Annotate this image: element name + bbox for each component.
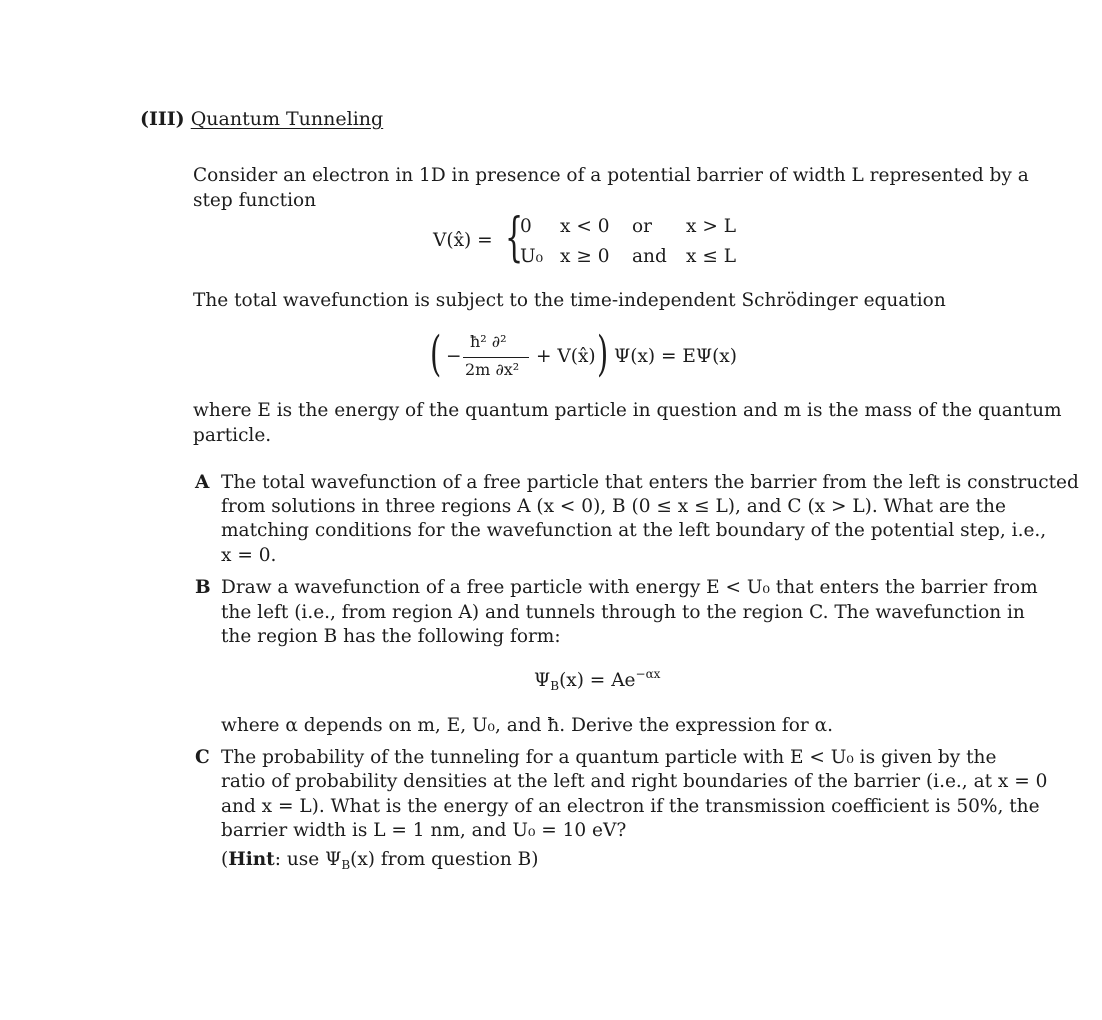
psi-subscript: B [550, 679, 560, 693]
item-c-line-3: and x = L). What is the energy of an electron if the transmission coefficient is 50%, the [221, 796, 1040, 817]
fraction-bar [463, 357, 529, 358]
potential-row2-cond2: x ≤ L [686, 246, 736, 267]
hint-tail: (x) from question B) [350, 849, 539, 870]
equation-exponent: −αx [635, 667, 661, 681]
left-paren: ( [430, 326, 442, 382]
potential-row2-cond1: x ≥ 0 [560, 246, 610, 267]
where-line-1: where E is the energy of the quantum particle in question and m is the mass of the quantum [193, 400, 1062, 421]
potential-term: + V(x̂) [536, 346, 596, 367]
item-a-label: A [195, 472, 210, 493]
intro-line-2: step function [193, 190, 317, 211]
item-c-line-1: The probability of the tunneling for a quantum particle with E < U₀ is given by the [221, 747, 997, 768]
left-brace: { [505, 208, 524, 268]
section-number: (III) [140, 108, 185, 130]
potential-row2-value: U₀ [520, 246, 544, 267]
minus-sign: − [446, 346, 462, 367]
potential-row1-value: 0 [520, 216, 532, 237]
section-heading [140, 108, 383, 130]
item-a-line-1: The total wavefunction of a free particle that enters the barrier from the left is constructed [221, 472, 1079, 493]
equation-middle: (x) = Ae [559, 670, 636, 691]
schrodinger-rhs: Ψ(x) = EΨ(x) [614, 346, 737, 367]
right-paren: ) [597, 326, 609, 382]
item-a-line-4: x = 0. [221, 545, 277, 566]
item-c-line-2: ratio of probability densities at the left and right boundaries of the barrier (i.e., at x = 0 [221, 771, 1048, 792]
hint-open: ( [221, 849, 229, 870]
potential-row1-cond1: x < 0 [560, 216, 610, 237]
intro-line-1: Consider an electron in 1D in presence of a potential barrier of width L represented by a [193, 165, 1029, 186]
item-c-label: C [195, 747, 210, 768]
item-a-line-2: from solutions in three regions A (x < 0), B (0 ≤ x ≤ L), and C (x > L). What are the [221, 496, 1006, 517]
item-a-line-3: matching conditions for the wavefunction at the left boundary of the potential step, i.e., [221, 520, 1047, 541]
item-b-line-2: the left (i.e., from region A) and tunnels through to the region C. The wavefunction in [221, 602, 1025, 623]
schrodinger-intro: The total wavefunction is subject to the time-independent Schrödinger equation [193, 290, 946, 311]
fraction-numerator: ħ² ∂² [470, 332, 507, 351]
item-b-label: B [195, 577, 211, 598]
potential-lhs: V(x̂) = [433, 230, 493, 251]
item-b-line-1: Draw a wavefunction of a free particle with energy E < U₀ that enters the barrier from [221, 577, 1038, 598]
hint-bold: Hint [228, 849, 275, 870]
hint-line [221, 848, 538, 874]
wavefunction-b-equation [534, 667, 661, 693]
potential-row2-joiner: and [632, 246, 667, 267]
hint-subscript: B [341, 858, 351, 872]
item-b-line-3: the region B has the following form: [221, 626, 561, 647]
item-c-line-4: barrier width is L = 1 nm, and U₀ = 10 eV? [221, 820, 627, 841]
potential-row1-cond2: x > L [686, 216, 736, 237]
item-b-after: where α depends on m, E, U₀, and ħ. Derive the expression for α. [221, 715, 834, 736]
section-title: Quantum Tunneling [190, 108, 384, 130]
where-line-2: particle. [193, 425, 272, 446]
fraction-denominator: 2m ∂x² [465, 360, 520, 379]
potential-row1-joiner: or [632, 216, 652, 237]
hint-rest: : use Ψ [274, 849, 342, 870]
psi-symbol: Ψ [534, 670, 551, 691]
